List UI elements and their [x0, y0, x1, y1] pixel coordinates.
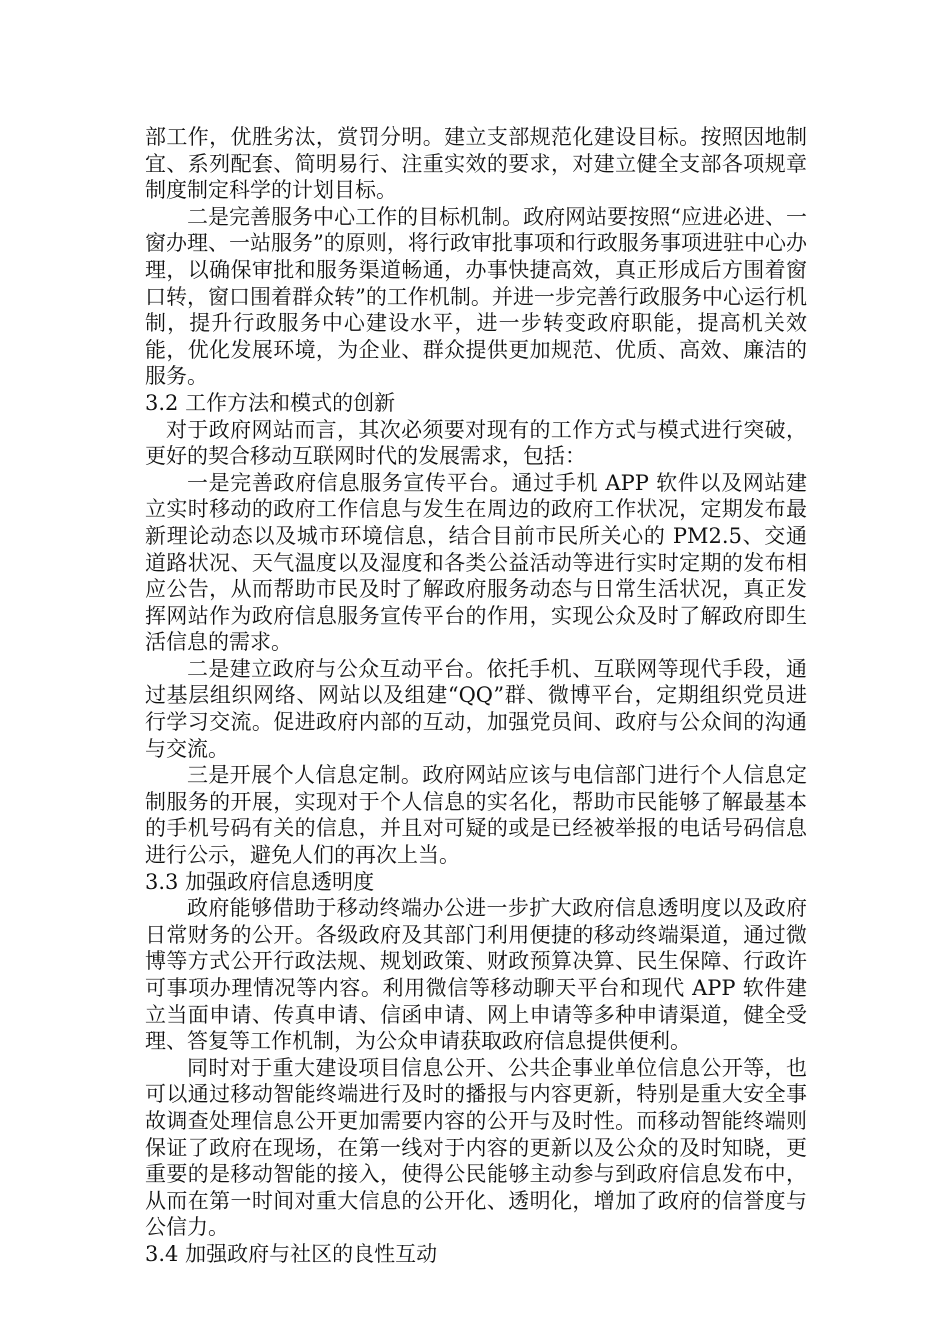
document-page [145, 124, 807, 1268]
paragraph-interaction-platform: 二是建立政府与公众互动平台。依托手机、互联网等现代手段，通过基层组织网络、网站以及组建“QQ”群、微博平台，定期组织党员进行学习交流。促进政府内部的互动，加强党员间、政府与公众间的沟通与交流。 [145, 656, 807, 761]
paragraph-branch-work: 部工作，优胜劣汰，赏罚分明。建立支部规范化建设目标。按照因地制宜、系列配套、简明易行、注重实效的要求，对建立健全支部各项规章制度制定科学的计划目标。 [145, 125, 807, 203]
section-heading-3-3: 3.3 加强政府信息透明度 [145, 869, 375, 894]
paragraph-info-platform: 一是完善政府信息服务宣传平台。通过手机 APP 软件以及网站建立实时移动的政府工作信息与发生在周边的政府工作状况，定期发布最新理论动态以及城市环境信息，结合目前市民所关心的 PM2.5、交通道路状况、天气温度以及湿度和各类公益活动等进行实时定期的发布相应公告，从而帮助市民及时了解政府服务动态与日常生活状况，真正发挥网站作为政府信息服务宣传平台的作用，实现公众及时了解政府即生活信息的需求。 [145, 470, 807, 655]
section-heading-3-2: 3.2 工作方法和模式的创新 [145, 390, 396, 415]
section-heading-3-4: 3.4 加强政府与社区的良性互动 [145, 1241, 438, 1266]
paragraph-major-projects: 同时对于重大建设项目信息公开、公共企事业单位信息公开等，也可以通过移动智能终端进行及时的播报与内容更新，特别是重大安全事故调查处理信息公开更加需要内容的公开与及时性。而移动智能终端则保证了政府在现场，在第一线对于内容的更新以及公众的及时知晓，更重要的是移动智能的接入，使得公民能够主动参与到政府信息发布中，从而在第一时间对重大信息的公开化、透明化，增加了政府的信誉度与公信力。 [145, 1055, 807, 1240]
paragraph-personal-info: 三是开展个人信息定制。政府网站应该与电信部门进行个人信息定制服务的开展，实现对于个人信息的实名化，帮助市民能够了解最基本的手机号码有关的信息，并且对可疑的或是已经被举报的电话号码信息进行公示，避免人们的再次上当。 [145, 763, 807, 868]
paragraph-transparency: 政府能够借助于移动终端办公进一步扩大政府信息透明度以及政府日常财务的公开。各级政府及其部门利用便捷的移动终端渠道，通过微博等方式公开行政法规、规划政策、财政预算决算、民生保障、行政许可事项办理情况等内容。利用微信等移动聊天平台和现代 APP 软件建立当面申请、传真申请、信函申请、网上申请等多种申请渠道，健全受理、答复等工作机制，为公众申请获取政府信息提供便利。 [145, 896, 807, 1054]
paragraph-service-center: 二是完善服务中心工作的目标机制。政府网站要按照“应进必进、一窗办理、一站服务”的原则，将行政审批事项和行政服务事项进驻中心办理，以确保审批和服务渠道畅通，办事快捷高效，真正形成后方围着窗口转，窗口围着群众转”的工作机制。并进一步完善行政服务中心运行机制，提升行政服务中心建设水平，进一步转变政府职能，提高机关效能，优化发展环境，为企业、群众提供更加规范、优质、高效、廉洁的服务。 [145, 204, 807, 389]
paragraph-intro-methods: 对于政府网站而言，其次必须要对现有的工作方式与模式进行突破，更好的契合移动互联网时代的发展需求，包括： [145, 417, 807, 469]
